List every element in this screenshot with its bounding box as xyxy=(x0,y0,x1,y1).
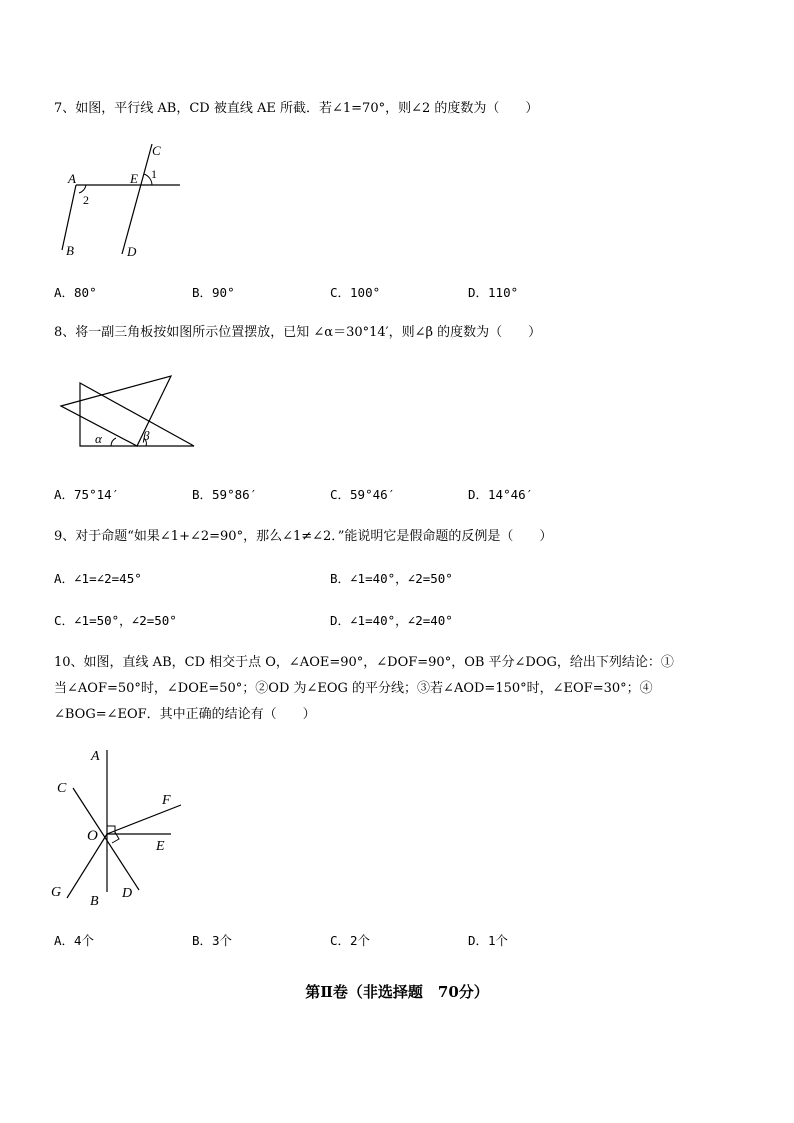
triangle-45 xyxy=(61,376,171,446)
label-beta: β xyxy=(143,428,150,443)
section-title: 第Ⅱ卷（非选择题 70分） xyxy=(305,983,489,1001)
q10-stem-line-3: ∠BOG=∠EOF．其中正确的结论有（ ） xyxy=(54,707,316,722)
q7-option-a[interactable]: A．80° xyxy=(54,285,97,300)
label-2: 2 xyxy=(83,193,89,207)
q7-option-b[interactable]: B．90° xyxy=(192,285,235,300)
label-F: F xyxy=(162,793,171,808)
q10-option-c[interactable]: C．2个 xyxy=(330,933,371,948)
q9-option-b[interactable]: B．∠1=40°，∠2=50° xyxy=(330,571,453,586)
q7-figure xyxy=(50,140,190,265)
q8-option-a[interactable]: A．75°14′ xyxy=(54,487,120,502)
q10-stem-line-1: 10、如图，直线 AB，CD 相交于点 O，∠AOE=90°，∠DOF=90°，OB 平分∠DOG，给出下列结论：① xyxy=(54,655,674,670)
q8-option-c[interactable]: C．59°46′ xyxy=(330,487,396,502)
line-AB xyxy=(62,185,76,250)
q9-option-a[interactable]: A．∠1=∠2=45° xyxy=(54,571,142,586)
angle-alpha-arc xyxy=(111,438,116,446)
line-CD xyxy=(122,144,152,254)
q8-option-b[interactable]: B．59°86′ xyxy=(192,487,258,502)
ray-OF xyxy=(107,805,181,834)
q9-option-c[interactable]: C．∠1=50°，∠2=50° xyxy=(54,613,177,628)
label-alpha: α xyxy=(95,431,102,446)
q10-figure xyxy=(45,740,195,912)
label-G: G xyxy=(51,885,62,900)
q8-figure xyxy=(55,370,200,452)
q9-stem: 9、对于命题“如果∠1+∠2=90°，那么∠1≠∠2．”能说明它是假命题的反例是（ ） xyxy=(54,529,553,544)
label-O: O xyxy=(87,828,98,844)
label-B: B xyxy=(90,894,99,909)
q7-option-c[interactable]: C．100° xyxy=(330,285,381,300)
q10-option-d[interactable]: D．1个 xyxy=(468,933,509,948)
q8-stem: 8、将一副三角板按如图所示位置摆放，已知 ∠α＝30°14′，则∠β 的度数为（ ） xyxy=(54,325,542,340)
label-C: C xyxy=(57,781,67,796)
angle-2-arc xyxy=(79,185,86,193)
label-E: E xyxy=(130,171,138,186)
label-D: D xyxy=(122,886,133,901)
label-B: B xyxy=(66,243,74,258)
label-A: A xyxy=(91,749,100,764)
q8-option-d[interactable]: D．14°46′ xyxy=(468,487,534,502)
q7-stem: 7、如图，平行线 AB，CD 被直线 AE 所截．若∠1=70°，则∠2 的度数为（ ） xyxy=(54,101,539,116)
label-1: 1 xyxy=(151,167,157,181)
q10-option-a[interactable]: A．4个 xyxy=(54,933,95,948)
label-C: C xyxy=(152,143,161,158)
line-CD xyxy=(73,788,139,890)
label-D: D xyxy=(127,244,137,259)
q10-stem-line-2: 当∠AOF=50°时，∠DOE=50°；②OD 为∠EOG 的平分线；③若∠AOD=150°时，∠EOF=30°；④ xyxy=(54,681,653,696)
label-E: E xyxy=(156,839,165,854)
q9-option-d[interactable]: D．∠1=40°，∠2=40° xyxy=(330,613,453,628)
label-A: A xyxy=(68,171,76,186)
q10-option-b[interactable]: B．3个 xyxy=(192,933,233,948)
q7-option-d[interactable]: D．110° xyxy=(468,285,519,300)
